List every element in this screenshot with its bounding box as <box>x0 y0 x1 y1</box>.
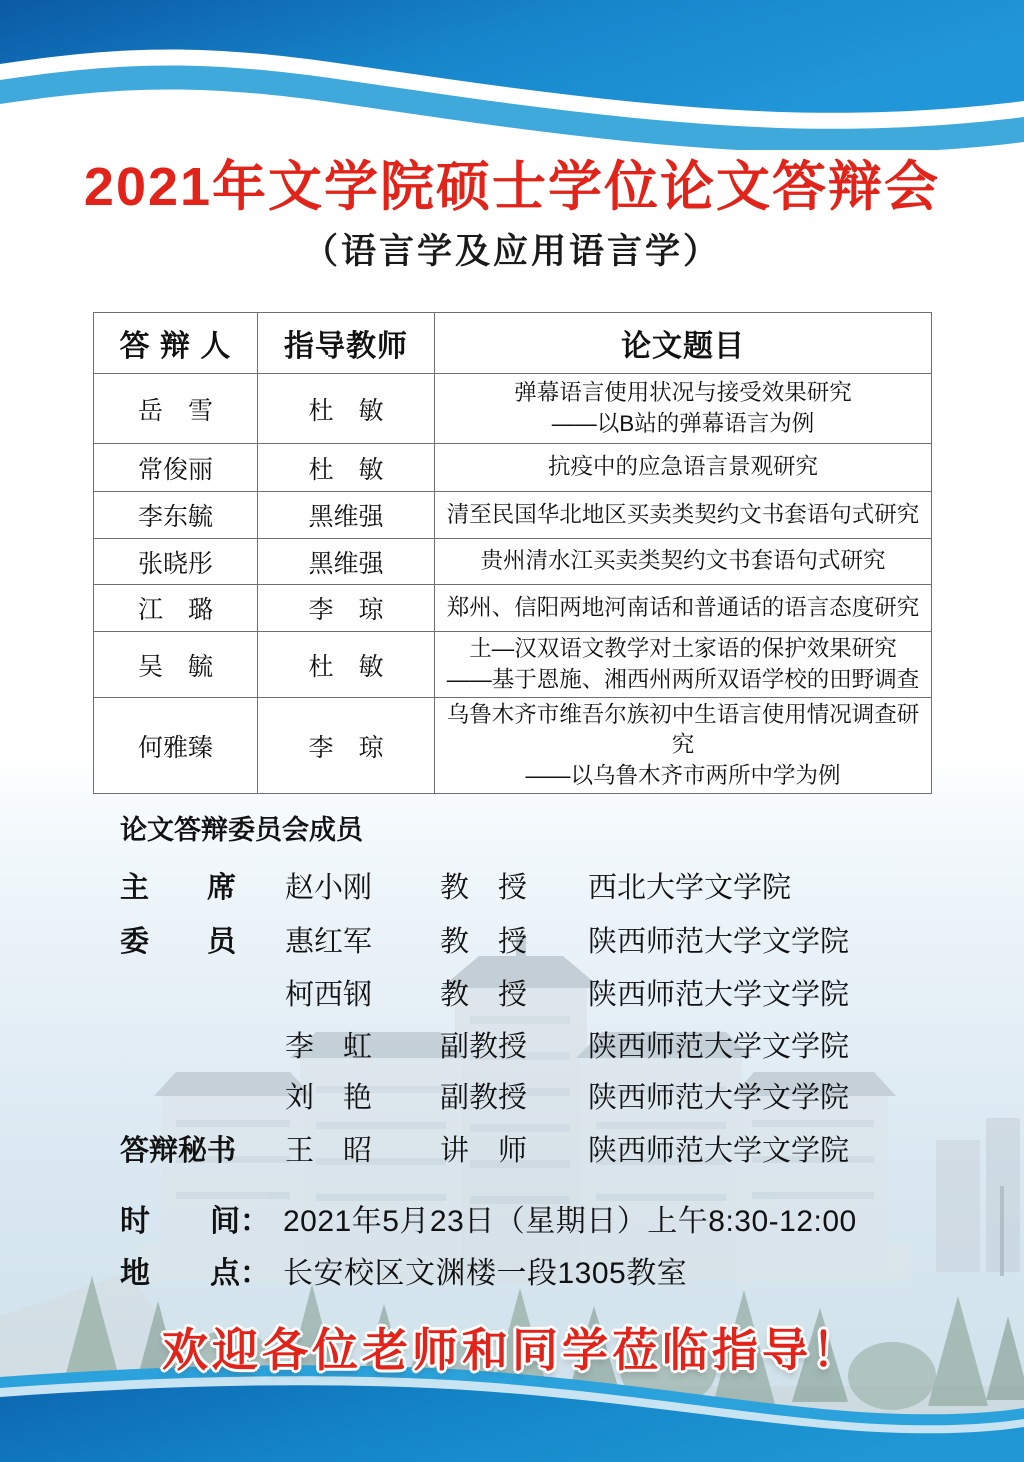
thesis-line-1: 清至民国华北地区买卖类契约文书套语句式研究 <box>446 501 920 527</box>
cell-defender: 何雅臻 <box>94 698 258 794</box>
cell-thesis-title <box>435 374 932 444</box>
member-name: 李 虹 <box>285 1031 373 1063</box>
page-title: 2021年文学院硕士学位论文答辩会 <box>83 157 941 217</box>
committee-row-member <box>0 924 1024 960</box>
member-name: 王 昭 <box>285 1135 373 1167</box>
schedule-row-time <box>0 1202 1024 1242</box>
cell-advisor: 杜 敏 <box>258 374 435 444</box>
page-subtitle: （语言学及应用语言学） <box>302 232 721 271</box>
member-name: 赵小刚 <box>285 872 373 904</box>
cell-thesis-title <box>435 698 932 794</box>
committee-row-secretary <box>0 1133 1024 1169</box>
member-title: 教 授 <box>440 926 528 958</box>
table-row <box>94 492 932 539</box>
table-row <box>94 539 932 585</box>
thesis-line-2: ——以B站的弹幕语言为例 <box>551 410 815 436</box>
cell-defender: 江 璐 <box>94 585 258 632</box>
cell-thesis-title <box>435 539 932 585</box>
cell-defender: 常俊丽 <box>94 444 258 492</box>
table-row <box>94 698 932 794</box>
cell-defender: 岳 雪 <box>94 374 258 444</box>
header-cell-defender: 答 辩 人 <box>94 313 258 374</box>
committee-row-member <box>0 1080 1024 1116</box>
top-wave-decoration <box>0 0 1024 150</box>
member-name: 惠红军 <box>285 926 373 958</box>
defense-table <box>93 312 932 794</box>
member-title: 副教授 <box>440 1082 528 1114</box>
role-label: 委 员 <box>120 926 237 958</box>
member-name: 刘 艳 <box>285 1082 373 1114</box>
cell-thesis-title <box>435 585 932 632</box>
header-cell-thesis: 论文题目 <box>435 313 932 374</box>
thesis-line-1: 土—汉双语文教学对土家语的保护效果研究 <box>469 636 897 662</box>
schedule-value: 长安校区文渊楼一段1305教室 <box>283 1257 688 1290</box>
header-cell-advisor: 指导教师 <box>258 313 435 374</box>
cell-advisor: 李 琼 <box>258 698 435 794</box>
role-label: 主 席 <box>120 872 237 904</box>
table-row <box>94 374 932 444</box>
thesis-line-1: 郑州、信阳两地河南话和普通话的语言态度研究 <box>446 594 920 620</box>
schedule-value: 2021年5月23日（星期日）上午8:30-12:00 <box>283 1205 857 1238</box>
cell-advisor: 杜 敏 <box>258 444 435 492</box>
schedule-row-place <box>0 1254 1024 1294</box>
role-label: 答辩秘书 <box>120 1135 237 1167</box>
schedule-label: 地 点： <box>120 1257 270 1290</box>
member-title: 副教授 <box>440 1031 528 1063</box>
thesis-line-1: 抗疫中的应急语言景观研究 <box>547 454 818 480</box>
member-org: 陕西师范大学文学院 <box>588 1031 850 1063</box>
thesis-line-2: ——以乌鲁木齐市两所中学为例 <box>525 762 841 788</box>
cell-thesis-title <box>435 632 932 698</box>
member-org: 陕西师范大学文学院 <box>588 1082 850 1114</box>
schedule-label: 时 间： <box>120 1205 270 1238</box>
member-org: 西北大学文学院 <box>588 872 792 904</box>
member-title: 教 授 <box>440 872 528 904</box>
cell-advisor: 黑维强 <box>258 492 435 539</box>
cell-advisor: 杜 敏 <box>258 632 435 698</box>
table-row <box>94 632 932 698</box>
cell-defender: 李东毓 <box>94 492 258 539</box>
committee-row-member <box>0 977 1024 1013</box>
thesis-line-1: 弹幕语言使用状况与接受效果研究 <box>514 380 852 406</box>
table-header-row <box>94 313 932 374</box>
cell-advisor: 黑维强 <box>258 539 435 585</box>
thesis-line-2: ——基于恩施、湘西州两所双语学校的田野调查 <box>446 666 920 692</box>
welcome-banner: 欢迎各位老师和同学莅临指导！ <box>162 1325 862 1376</box>
member-name: 柯西钢 <box>285 979 373 1011</box>
cell-thesis-title <box>435 444 932 492</box>
member-org: 陕西师范大学文学院 <box>588 1135 850 1167</box>
cell-advisor: 李 琼 <box>258 585 435 632</box>
cell-defender: 吴 毓 <box>94 632 258 698</box>
member-org: 陕西师范大学文学院 <box>588 979 850 1011</box>
cell-thesis-title <box>435 492 932 539</box>
committee-row-member <box>0 1029 1024 1065</box>
thesis-line-1: 乌鲁木齐市维吾尔族初中生语言使用情况调查研究 <box>446 702 920 758</box>
member-title: 讲 师 <box>440 1135 528 1167</box>
table-row <box>94 585 932 632</box>
member-org: 陕西师范大学文学院 <box>588 926 850 958</box>
committee-row-chair <box>0 870 1024 906</box>
cell-defender: 张晓彤 <box>94 539 258 585</box>
committee-heading: 论文答辩委员会成员 <box>120 815 363 845</box>
member-title: 教 授 <box>440 979 528 1011</box>
thesis-line-1: 贵州清水江买卖类契约文书套语句式研究 <box>480 548 886 574</box>
table-row <box>94 444 932 492</box>
